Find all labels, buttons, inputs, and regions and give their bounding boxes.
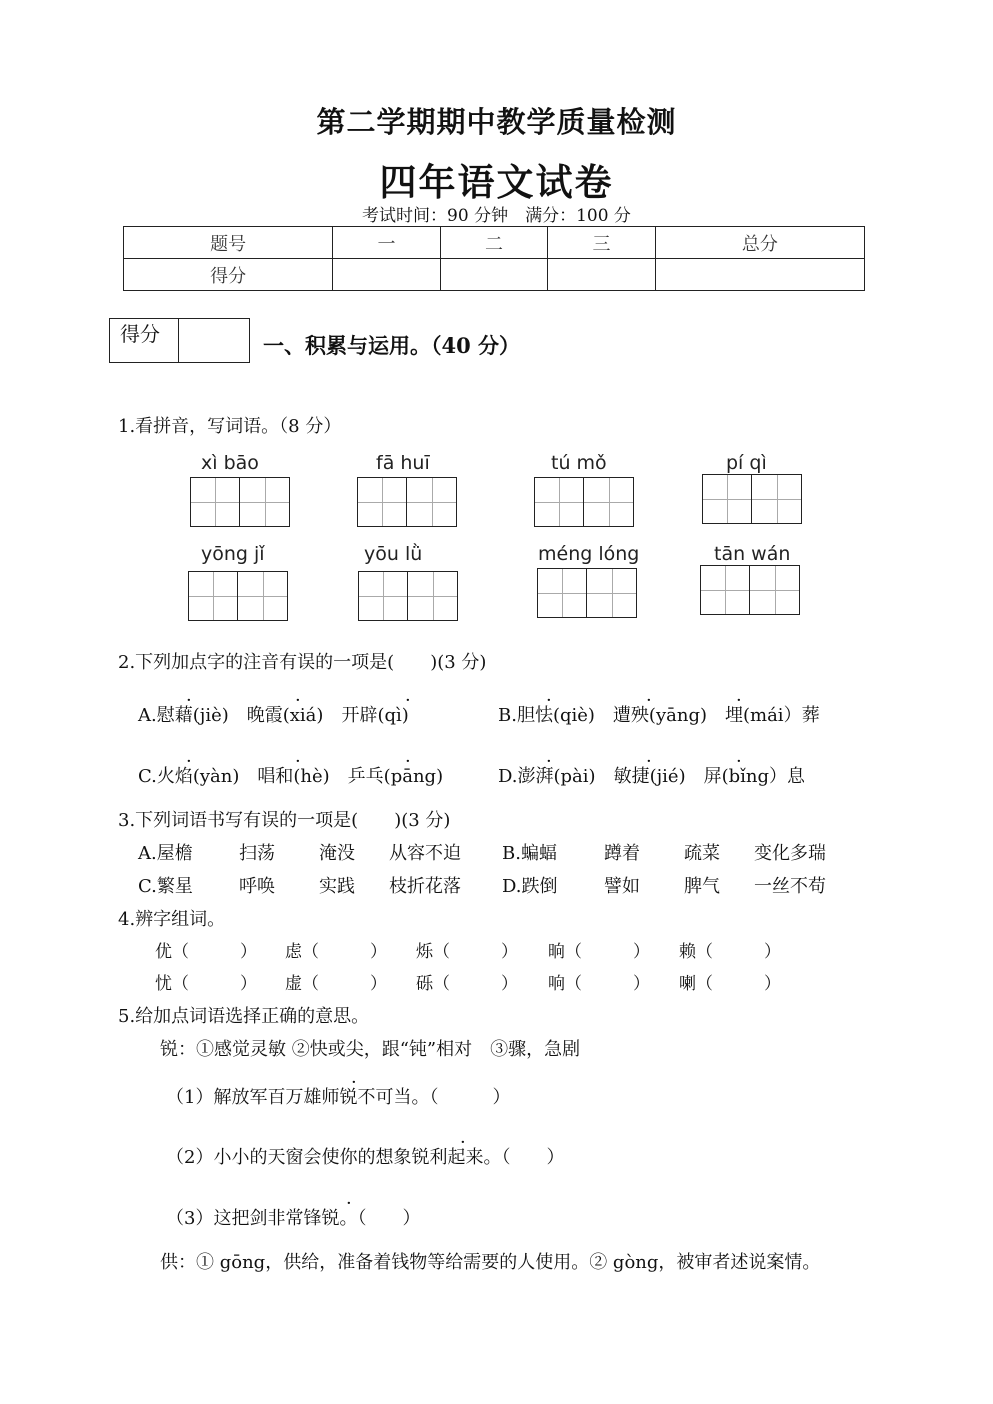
- emphasis-dot: ·: [295, 751, 301, 772]
- writing-grid[interactable]: [190, 477, 290, 527]
- definition-rui: 锐：①感觉灵敏 ②快或尖，跟“钝”相对 ③骤，急剧: [160, 1039, 581, 1060]
- exam-title: 第二学期期中教学质量检测: [316, 105, 677, 139]
- emphasis-dot: ·: [546, 690, 552, 711]
- q3-word: 从容不迫: [389, 843, 461, 864]
- score-input-cell[interactable]: [548, 259, 655, 291]
- score-input-cell[interactable]: [440, 259, 547, 291]
- grid-cell[interactable]: [750, 565, 800, 615]
- score-table-score-row: [124, 259, 865, 291]
- emphasis-dot: ·: [351, 1072, 357, 1093]
- definition-gong: 供：① gōng，供给，准备着钱物等给需要的人使用。② gòng，被审者述说案情。: [160, 1252, 821, 1273]
- grid-cell[interactable]: [587, 568, 637, 618]
- writing-grid[interactable]: [534, 477, 634, 527]
- q3-word: 枝折花落: [389, 876, 461, 897]
- q4-item: 烁（ ）: [416, 942, 518, 962]
- question-4-prompt: 4.辨字组词。: [118, 909, 226, 930]
- pinyin-label: fā huī: [376, 452, 430, 474]
- q3-word: 脾气: [684, 876, 720, 897]
- score-input-cell[interactable]: [333, 259, 440, 291]
- grid-cell[interactable]: [357, 477, 407, 527]
- exam-subtitle: 四年语文试卷: [379, 160, 614, 204]
- q5-sentence-2: （2）小小的天窗会使你的想象锐利起来。（ ）: [166, 1147, 565, 1168]
- emphasis-dot: ·: [186, 690, 192, 711]
- pinyin-label: yōng jǐ: [201, 543, 265, 565]
- q5-sentence-1: （1）解放军百万雄师锐不可当。（ ）: [166, 1087, 511, 1108]
- score-table-cell: 二: [440, 227, 547, 259]
- q3-word: 扫荡: [239, 843, 275, 864]
- q3-word: 呼唤: [239, 876, 275, 897]
- writing-grid[interactable]: [357, 477, 457, 527]
- emphasis-dot: ·: [295, 690, 301, 711]
- writing-grid[interactable]: [537, 568, 637, 618]
- q3-word: 实践: [319, 876, 355, 897]
- pinyin-label: tú mǒ: [551, 452, 607, 474]
- q3-word: 一丝不苟: [754, 876, 826, 897]
- emphasis-dot: ·: [646, 751, 652, 772]
- emphasis-dot: ·: [346, 1193, 352, 1214]
- emphasis-dot: ·: [546, 751, 552, 772]
- score-table-cell: 总分: [655, 227, 864, 259]
- grid-cell[interactable]: [702, 474, 752, 524]
- q4-item: 忧（ ）: [155, 974, 257, 994]
- pinyin-label: tān wán: [714, 543, 791, 565]
- emphasis-dot: ·: [736, 751, 742, 772]
- emphasis-dot: ·: [646, 690, 652, 711]
- q3-word: 譬如: [604, 876, 640, 897]
- question-2-prompt: 2.下列加点字的注音有误的一项是( )(3 分): [118, 652, 487, 673]
- score-table-cell: 三: [548, 227, 655, 259]
- grid-cell[interactable]: [584, 477, 634, 527]
- section-title: 一、积累与运用。（40 分）: [263, 333, 521, 358]
- section-score-box: [109, 318, 250, 363]
- option-a: A.慰藉(jiè) 晚霞(xiá) 开辟(qì): [138, 705, 409, 726]
- score-table-header-row: [124, 227, 865, 259]
- exam-info: 考试时间：90 分钟 满分：100 分: [362, 206, 631, 226]
- grid-cell[interactable]: [190, 477, 240, 527]
- question-3-prompt: 3.下列词语书写有误的一项是( )(3 分): [118, 810, 451, 831]
- score-table: [123, 226, 865, 291]
- score-table-cell: 得分: [124, 259, 333, 291]
- writing-grid[interactable]: [702, 474, 802, 524]
- q3-word: 淹没: [319, 843, 355, 864]
- emphasis-dot: ·: [186, 751, 192, 772]
- q3-word: C.繁星: [138, 876, 193, 897]
- question-1-prompt: 1.看拼音，写词语。（8 分）: [118, 416, 342, 437]
- pinyin-label: méng lóng: [538, 543, 640, 565]
- writing-grid[interactable]: [700, 565, 800, 615]
- writing-grid[interactable]: [188, 571, 288, 621]
- q3-word: 蹲着: [604, 843, 640, 864]
- q3-word: B.蝙蝠: [502, 843, 557, 864]
- pinyin-label: xì bāo: [201, 452, 259, 474]
- pinyin-label: pí qì: [726, 452, 767, 474]
- q4-item: 优（ ）: [155, 942, 257, 962]
- grid-cell[interactable]: [537, 568, 587, 618]
- pinyin-label: yōu lǜ: [364, 543, 423, 565]
- emphasis-dot: ·: [405, 751, 411, 772]
- grid-cell[interactable]: [358, 571, 408, 621]
- grid-cell[interactable]: [700, 565, 750, 615]
- q4-item: 喇（ ）: [679, 974, 781, 994]
- q4-item: 晌（ ）: [548, 942, 650, 962]
- q4-item: 响（ ）: [548, 974, 650, 994]
- option-c: C.火焰(yàn) 唱和(hè) 乒乓(pāng): [138, 766, 444, 787]
- q4-item: 虑（ ）: [285, 942, 387, 962]
- grid-cell[interactable]: [238, 571, 288, 621]
- option-b: B.胆怯(qiè) 遭殃(yāng) 埋(mái）葬: [498, 705, 820, 726]
- q3-word: 变化多瑞: [754, 843, 826, 864]
- score-table-cell: 一: [333, 227, 440, 259]
- option-d: D.澎湃(pài) 敏捷(jié) 屏(bǐng）息: [498, 766, 806, 787]
- section-score-label: 得分: [110, 319, 179, 362]
- q3-word: D.跌倒: [502, 876, 558, 897]
- emphasis-dot: ·: [460, 1132, 466, 1153]
- grid-cell[interactable]: [752, 474, 802, 524]
- emphasis-dot: ·: [405, 690, 411, 711]
- question-5-prompt: 5.给加点词语选择正确的意思。: [118, 1006, 370, 1027]
- grid-cell[interactable]: [534, 477, 584, 527]
- score-table-cell: 题号: [124, 227, 333, 259]
- grid-cell[interactable]: [188, 571, 238, 621]
- grid-cell[interactable]: [240, 477, 290, 527]
- q4-item: 砾（ ）: [416, 974, 518, 994]
- emphasis-dot: ·: [736, 690, 742, 711]
- score-input-cell[interactable]: [655, 259, 864, 291]
- q3-word: A.屋檐: [138, 843, 193, 864]
- grid-cell[interactable]: [407, 477, 457, 527]
- writing-grid[interactable]: [358, 571, 458, 621]
- q4-item: 虚（ ）: [285, 974, 387, 994]
- q5-sentence-3: （3）这把剑非常锋锐。（ ）: [166, 1208, 421, 1229]
- q3-word: 疏菜: [684, 843, 720, 864]
- grid-cell[interactable]: [408, 571, 458, 621]
- q4-item: 赖（ ）: [679, 942, 781, 962]
